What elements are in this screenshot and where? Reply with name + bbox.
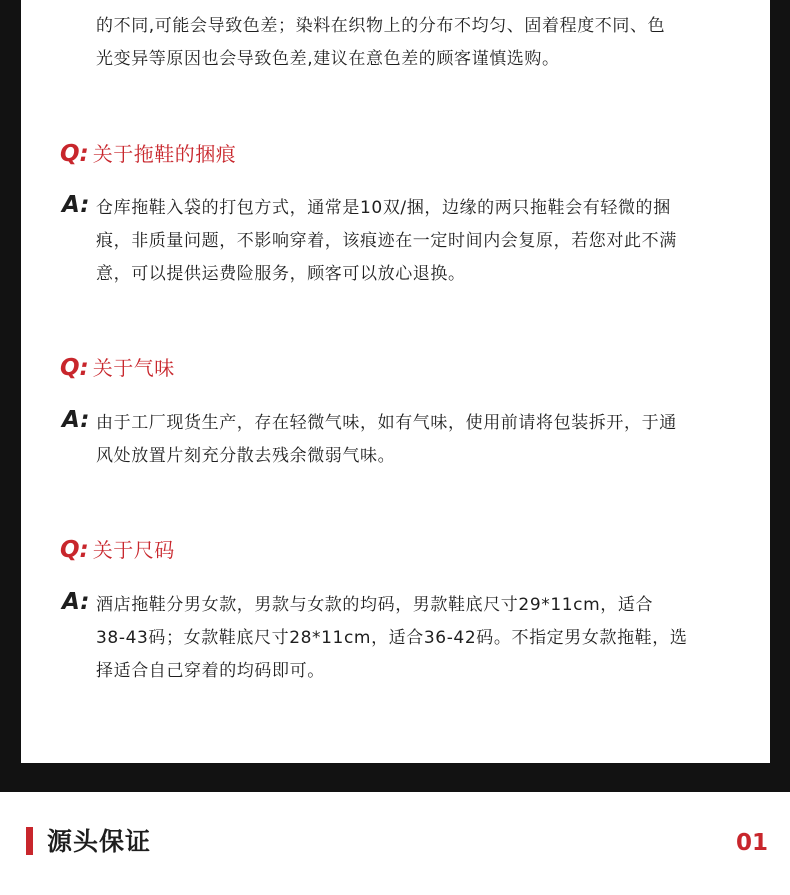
faq-answer-3: 酒店拖鞋分男女款，男款与女款的均码，男款鞋底尺寸29*11cm，适合 38-43码；女款鞋底尺寸28*11cm，适合36-42码。不指定男女款拖鞋，选 择适合自己穿着的均码即可。 bbox=[96, 595, 688, 681]
question-mark-label: Q: bbox=[60, 355, 89, 381]
section-accent-bar bbox=[26, 827, 33, 855]
section-number: 01 bbox=[736, 830, 769, 856]
faq-question-1 bbox=[60, 138, 236, 167]
intro-line-2: 光变异等原因也会导致色差,建议在意色差的顾客谨慎选购。 bbox=[96, 49, 560, 69]
faq-question-2 bbox=[60, 352, 175, 381]
faq-answer-2: 由于工厂现货生产，存在轻微气味，如有气味，使用前请将包装拆开，于通 风处放置片刻充分散去残余微弱气味。 bbox=[96, 413, 677, 466]
faq-question-1-text: 关于拖鞋的捆痕 bbox=[92, 142, 237, 166]
answer-mark-label: A: bbox=[62, 589, 90, 615]
faq-answer-1: 仓库拖鞋入袋的打包方式，通常是10双/捆，边缘的两只拖鞋会有轻微的捆 痕，非质量问题，不影响穿着，该痕迹在一定时间内会复原，若您对此不满 意，可以提供运费险服务，顾客可以放心退换。 bbox=[96, 198, 677, 284]
answer-mark-label: A: bbox=[62, 407, 90, 433]
question-mark-label: Q: bbox=[60, 537, 89, 563]
faq-question-2-text: 关于气味 bbox=[92, 356, 175, 380]
faq-question-3-text: 关于尺码 bbox=[92, 538, 175, 562]
intro-line-1: 的不同,可能会导致色差；染料在织物上的分布不均匀、固着程度不同、色 bbox=[96, 16, 666, 36]
question-mark-label: Q: bbox=[60, 141, 89, 167]
section-title: 源头保证 bbox=[47, 827, 152, 856]
answer-mark-label: A: bbox=[62, 192, 90, 218]
faq-question-3 bbox=[60, 534, 175, 563]
